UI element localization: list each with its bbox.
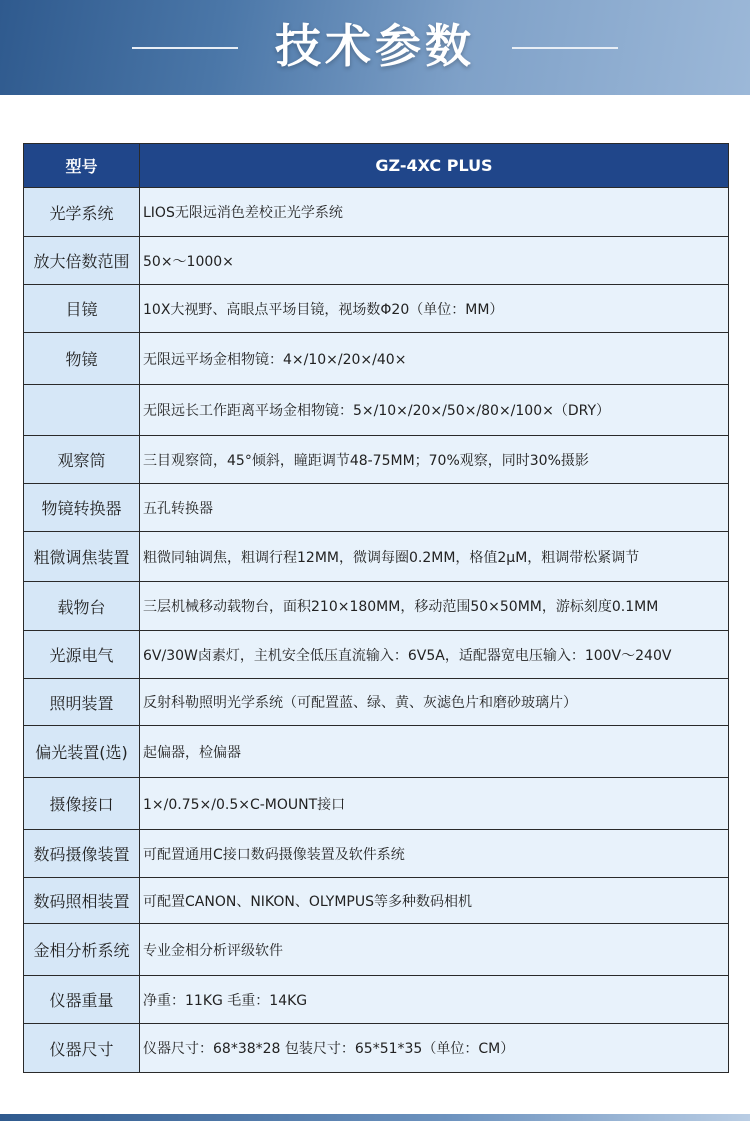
row-value: 可配置CANON、NIKON、OLYMPUS等多种数码相机 (140, 878, 729, 924)
row-label: 载物台 (24, 582, 140, 631)
footer-bar (0, 1114, 750, 1121)
header-value-cell: GZ-4XC PLUS (140, 144, 729, 188)
row-label: 金相分析系统 (24, 924, 140, 976)
table-row (24, 778, 729, 830)
row-label: 光学系统 (24, 188, 140, 237)
row-value: 6V/30W卤素灯，主机安全低压直流输入：6V5A，适配器宽电压输入：100V～240V (140, 631, 729, 679)
row-label: 物镜 (24, 333, 140, 385)
table-row (24, 582, 729, 631)
row-value: LIOS无限远消色差校正光学系统 (140, 188, 729, 237)
table-row (24, 924, 729, 976)
row-value: 仪器尺寸：68*38*28 包装尺寸：65*51*35（单位：CM） (140, 1024, 729, 1073)
row-value: 1×/0.75×/0.5×C-MOUNT接口 (140, 778, 729, 830)
row-value: 无限远平场金相物镜：4×/10×/20×/40× (140, 333, 729, 385)
row-value: 10X大视野、高眼点平场目镜，视场数Φ20（单位：MM） (140, 285, 729, 333)
row-value: 反射科勒照明光学系统（可配置蓝、绿、黄、灰滤色片和磨砂玻璃片） (140, 679, 729, 726)
row-label: 物镜转换器 (24, 484, 140, 532)
row-label: 仪器重量 (24, 976, 140, 1024)
row-value: 可配置通用C接口数码摄像装置及软件系统 (140, 830, 729, 878)
row-value: 粗微同轴调焦，粗调行程12MM，微调每圈0.2MM，格值2μM，粗调带松紧调节 (140, 532, 729, 582)
row-value: 净重：11KG 毛重：14KG (140, 976, 729, 1024)
row-label: 摄像接口 (24, 778, 140, 830)
row-label: 数码摄像装置 (24, 830, 140, 878)
row-label: 照明装置 (24, 679, 140, 726)
row-value: 无限远长工作距离平场金相物镜：5×/10×/20×/50×/80×/100×（DRY） (140, 385, 729, 436)
table-row (24, 237, 729, 285)
row-value: 起偏器，检偏器 (140, 726, 729, 778)
row-label: 仪器尺寸 (24, 1024, 140, 1073)
table-row (24, 532, 729, 582)
header-label-cell: 型号 (24, 144, 140, 188)
row-label: 光源电气 (24, 631, 140, 679)
table-row (24, 726, 729, 778)
row-value: 三层机械移动载物台，面积210×180MM，移动范围50×50MM，游标刻度0.1MM (140, 582, 729, 631)
title-right-rule (512, 47, 618, 49)
row-value: 五孔转换器 (140, 484, 729, 532)
row-label (24, 385, 140, 436)
table-header-row (24, 144, 729, 188)
header-banner (0, 0, 750, 95)
table-row (24, 285, 729, 333)
page-title: 技术参数 (275, 19, 475, 73)
row-value: 专业金相分析评级软件 (140, 924, 729, 976)
table-row (24, 976, 729, 1024)
row-value: 三目观察筒，45°倾斜，瞳距调节48-75MM；70%观察，同时30%摄影 (140, 436, 729, 484)
table-row (24, 188, 729, 237)
table-row (24, 1024, 729, 1073)
row-label: 放大倍数范围 (24, 237, 140, 285)
table-row (24, 631, 729, 679)
spec-table (23, 143, 729, 1073)
row-label: 粗微调焦装置 (24, 532, 140, 582)
table-row (24, 333, 729, 385)
table-row (24, 830, 729, 878)
row-label: 目镜 (24, 285, 140, 333)
table-row (24, 436, 729, 484)
table-row (24, 679, 729, 726)
row-label: 偏光装置(选) (24, 726, 140, 778)
row-value: 50×～1000× (140, 237, 729, 285)
row-label: 数码照相装置 (24, 878, 140, 924)
row-label: 观察筒 (24, 436, 140, 484)
table-row (24, 484, 729, 532)
table-row (24, 878, 729, 924)
table-row (24, 385, 729, 436)
